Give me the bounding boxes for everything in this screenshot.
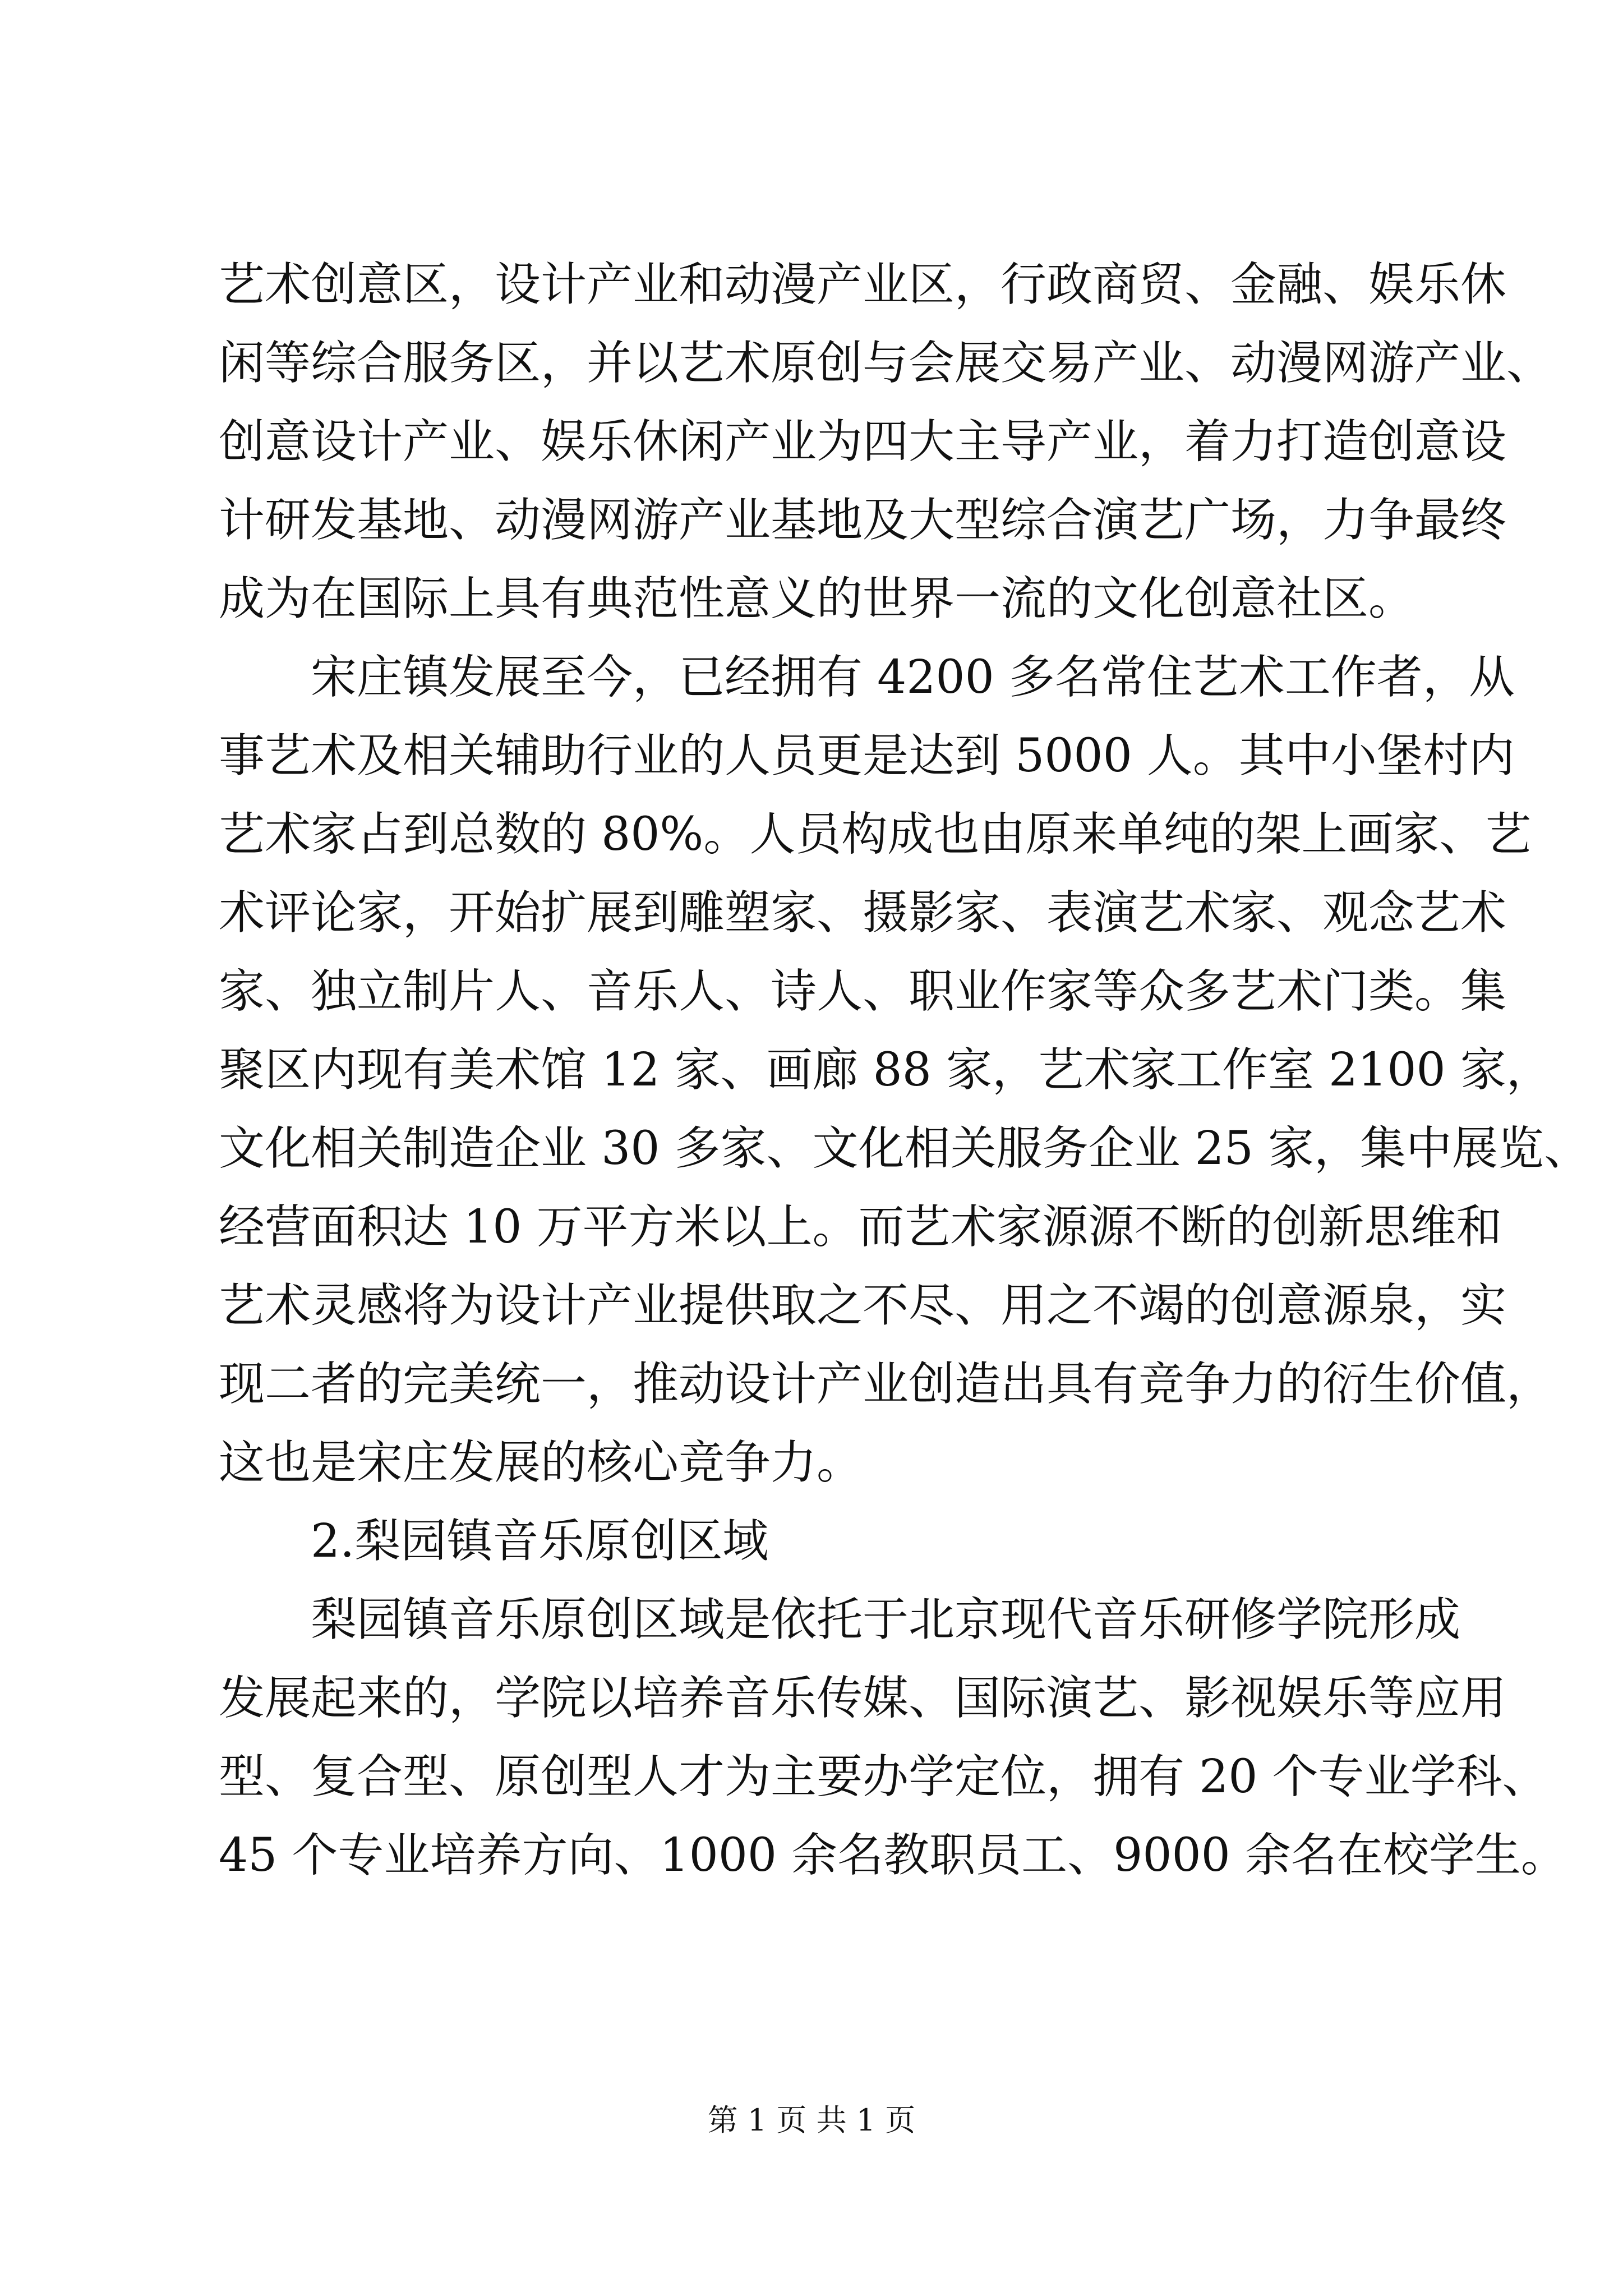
text-line: 术评论家，开始扩展到雕塑家、摄影家、表演艺术家、观念艺术 — [219, 886, 1507, 940]
paragraph-first-line: 梨园镇音乐原创区域是依托于北京现代音乐研修学院形成 — [311, 1593, 1461, 1646]
text-line: 经营面积达 10 万平方米以上。而艺术家源源不断的创新思维和 — [219, 1200, 1502, 1254]
text-line: 闲等综合服务区，并以艺术原创与会展交易产业、动漫网游产业、 — [219, 337, 1553, 390]
text-line: 文化相关制造企业 30 多家、文化相关服务企业 25 家，集中展览、 — [219, 1122, 1590, 1175]
text-line: 创意设计产业、娱乐休闲产业为四大主导产业，着力打造创意设 — [219, 415, 1507, 468]
text-line: 这也是宋庄发展的核心竞争力。 — [219, 1436, 863, 1489]
text-line: 艺术创意区，设计产业和动漫产业区，行政商贸、金融、娱乐休 — [219, 258, 1507, 311]
text-line: 聚区内现有美术馆 12 家、画廊 88 家，艺术家工作室 2100 家， — [219, 1043, 1552, 1097]
text-line: 事艺术及相关辅助行业的人员更是达到 5000 人。其中小堡村内 — [219, 729, 1515, 783]
section-heading: 2.梨园镇音乐原创区域 — [311, 1515, 769, 1568]
text-line: 家、独立制片人、音乐人、诗人、职业作家等众多艺术门类。集 — [219, 965, 1507, 1018]
text-line: 艺术灵感将为设计产业提供取之不尽、用之不竭的创意源泉，实 — [219, 1279, 1507, 1332]
text-line: 计研发基地、动漫网游产业基地及大型综合演艺广场，力争最终 — [219, 494, 1507, 547]
text-line: 艺术家占到总数的 80%。人员构成也由原来单纯的架上画家、艺 — [219, 808, 1532, 861]
text-line: 成为在国际上具有典范性意义的世界一流的文化创意社区。 — [219, 572, 1415, 625]
text-line: 现二者的完美统一，推动设计产业创造出具有竞争力的衍生价值， — [219, 1358, 1553, 1411]
text-line: 发展起来的，学院以培养音乐传媒、国际演艺、影视娱乐等应用 — [219, 1672, 1507, 1725]
text-line: 45 个专业培养方向、1000 余名教职员工、9000 余名在校学生。 — [219, 1829, 1567, 1882]
page-footer: 第 1 页 共 1 页 — [707, 2102, 916, 2138]
paragraph-first-line: 宋庄镇发展至今，已经拥有 4200 多名常住艺术工作者，从 — [311, 651, 1515, 704]
text-line: 型、复合型、原创型人才为主要办学定位，拥有 20 个专业学科、 — [219, 1750, 1548, 1803]
